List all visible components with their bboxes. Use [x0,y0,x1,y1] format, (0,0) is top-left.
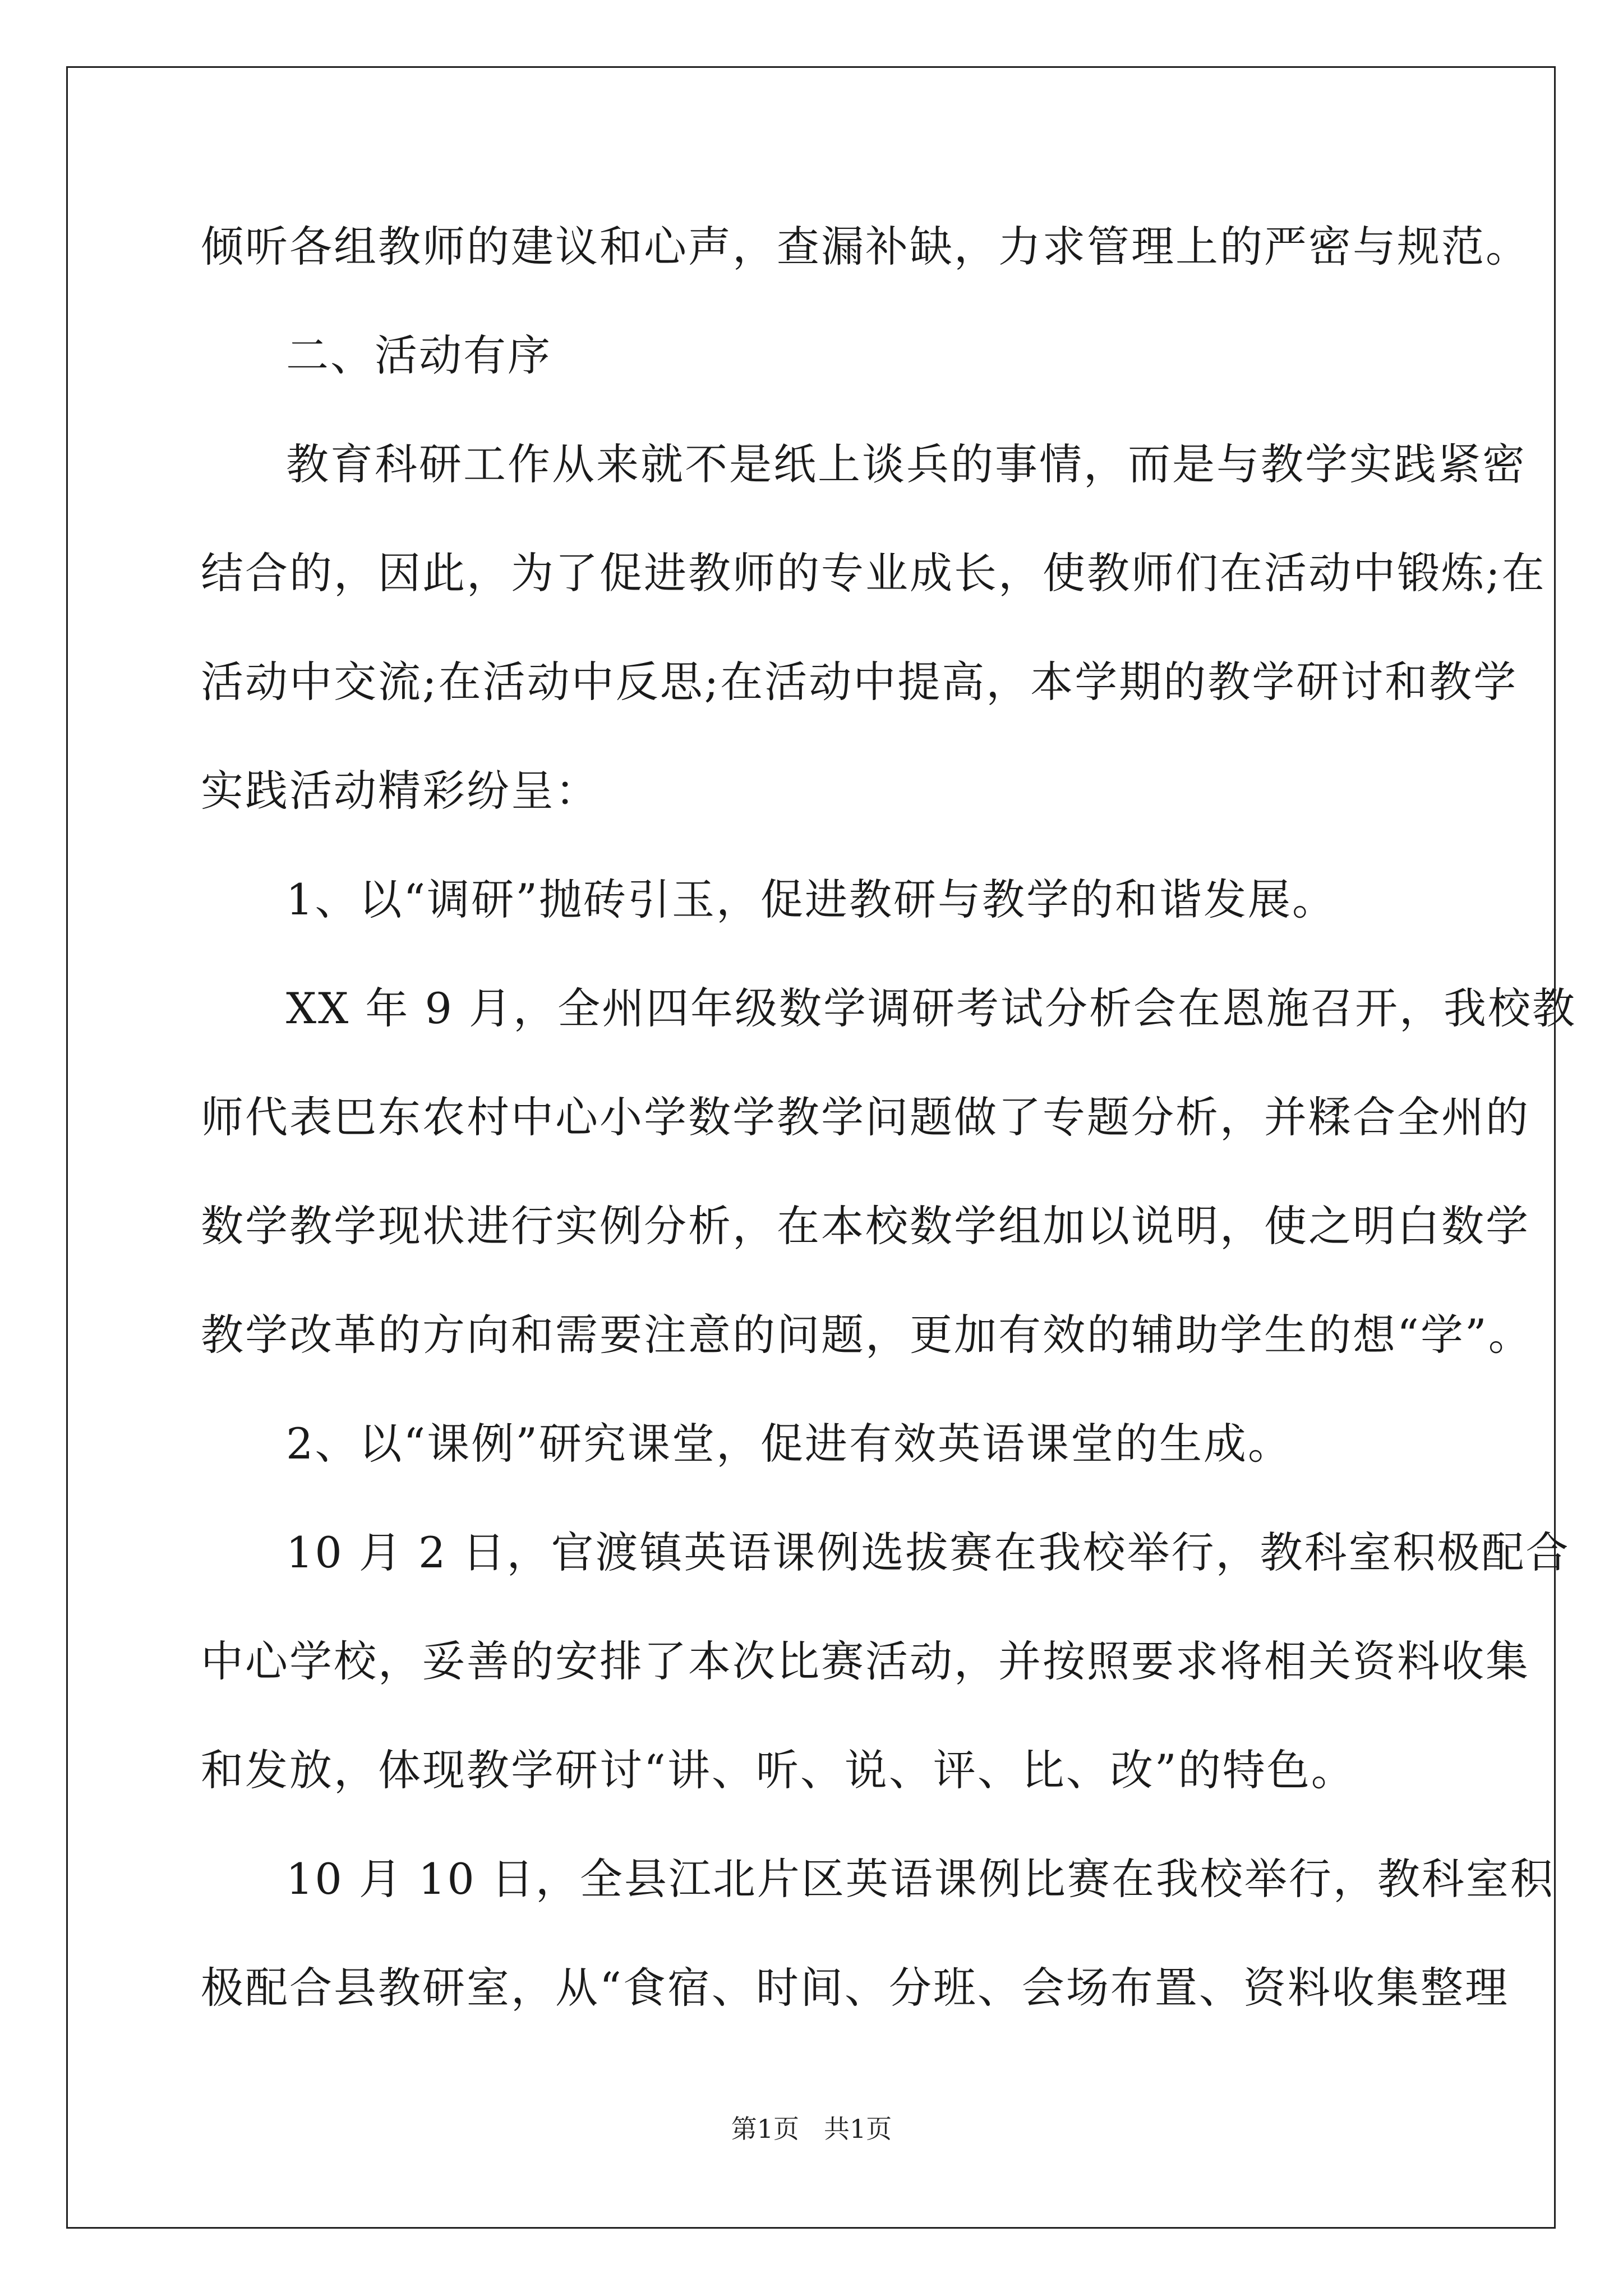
text-line: 极配合县教研室，从“食宿、时间、分班、会场布置、资料收集整理 [201,1963,1509,2013]
paragraph-start: 教育科研工作从来就不是纸上谈兵的事情，而是与教学实践紧密 [286,439,1527,489]
text-line: 中心学校，妥善的安排了本次比赛活动，并按照要求将相关资料收集 [201,1636,1530,1686]
text-line: 实践活动精彩纷呈： [201,766,600,816]
text-line: 数学教学现状进行实例分析，在本校数学组加以说明，使之明白数学 [201,1201,1530,1251]
subheading: 1、以“调研”抛砖引玉，促进教研与教学的和谐发展。 [286,875,1337,924]
paragraph-start: 10 月 10 日，全县江北片区英语课例比赛在我校举行，教科室积 [286,1854,1555,1904]
text-line: 倾听各组教师的建议和心声，查漏补缺，力求管理上的严密与规范。 [201,222,1530,272]
page-footer [0,2112,1623,2146]
text-line: 师代表巴东农村中心小学数学教学问题做了专题分析，并糅合全州的 [201,1092,1530,1142]
section-heading: 二、活动有序 [286,330,552,380]
text-line: 活动中交流;在活动中反思;在活动中提高，本学期的教学研讨和教学 [201,657,1518,707]
text-line: 和发放，体现教学研讨“讲、听、说、评、比、改”的特色。 [201,1745,1355,1795]
text-line: 结合的，因此，为了促进教师的专业成长，使教师们在活动中锻炼;在 [201,548,1546,598]
page-total: 共1页 [823,2114,892,2144]
subheading: 2、以“课例”研究课堂，促进有效英语课堂的生成。 [286,1419,1293,1469]
page-number: 第1页 [731,2114,800,2144]
paragraph-start: 10 月 2 日，官渡镇英语课例选拔赛在我校举行，教科室积极配合 [286,1527,1570,1577]
text-line: 教学改革的方向和需要注意的问题，更加有效的辅助学生的想“学”。 [201,1310,1533,1360]
paragraph-start: XX 年 9 月，全州四年级数学调研考试分析会在恩施召开，我校教 [286,983,1577,1033]
